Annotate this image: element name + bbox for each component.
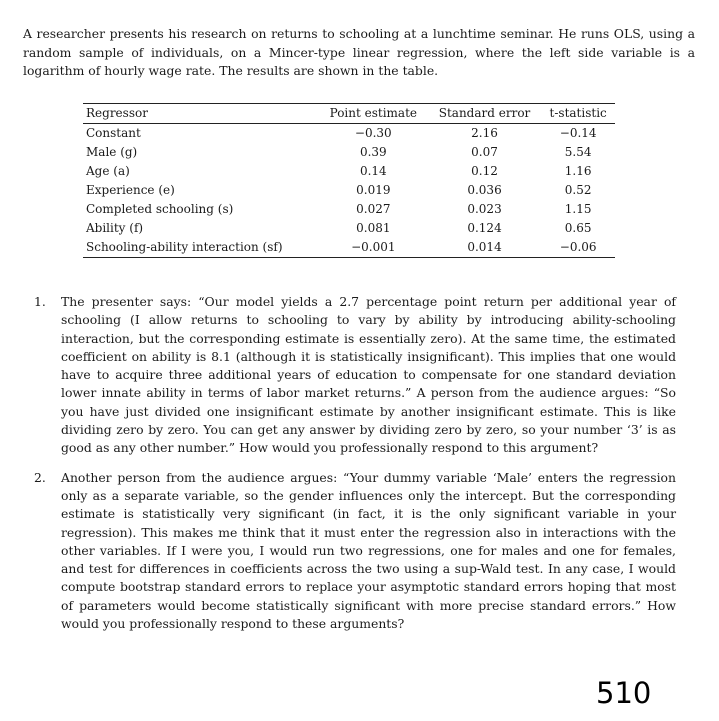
regressor-cell: Experience (e) [86, 183, 175, 197]
header-regressor: Regressor [86, 106, 148, 120]
regressor-cell: Constant [86, 126, 141, 140]
se-cell: 2.16 [471, 126, 498, 140]
regressor-cell: Ability (f) [86, 221, 144, 235]
table-row [83, 143, 615, 162]
estimate-cell: 0.019 [356, 183, 391, 197]
header-standard-error: Standard error [438, 106, 531, 120]
t-cell: 1.16 [564, 164, 592, 178]
t-cell: 0.65 [564, 221, 592, 235]
regression-table [83, 103, 615, 258]
table-row [83, 200, 615, 219]
question-item [34, 293, 676, 458]
header-t-statistic: t-statistic [549, 106, 607, 120]
regressor-cell: Male (g) [86, 145, 138, 159]
table-row [83, 238, 615, 258]
t-cell: 0.52 [564, 183, 592, 197]
table-row [83, 181, 615, 200]
header-point-estimate: Point estimate [329, 106, 418, 120]
question-number: 1. [34, 294, 46, 309]
estimate-cell: −0.001 [351, 240, 396, 254]
question-text: The presenter says: “Our model yields a 2.7 percentage point return per additional year of schooling (I allow returns to schooling to vary by ability by introducing ability-schooling interaction, but the corresponding estimate is essentially zero). At the same time, the estimated coefficient on ability is 8.1 (although it is statistically insignificant). This implies that one would have to acquire three additional years of education to compensate for one standard deviation lower innate ability in terms of labor market returns.” A person from the audience argues: “So you have just divided one insignificant estimate by another insignificant estimate. This is like dividing zero by zero. You can get any answer by dividing zero by zero, so your number ‘3’ is as good as any other number.” How would you professionally respond to this argument? [61, 294, 676, 456]
estimate-cell: −0.30 [354, 126, 392, 140]
se-cell: 0.12 [471, 164, 498, 178]
se-cell: 0.124 [467, 221, 502, 235]
table-row [83, 219, 615, 238]
t-cell: −0.06 [559, 240, 597, 254]
intro-paragraph: A researcher presents his research on returns to schooling at a lunchtime seminar. He runs OLS, using a random sample of individuals, on a Mincer-type linear regression, where the left side variable is a logarithm of hourly wage rate. The results are shown in the table. [23, 26, 695, 79]
se-cell: 0.07 [471, 145, 498, 159]
regressor-cell: Schooling-ability interaction (sf) [86, 240, 283, 254]
table-header-row [83, 104, 615, 124]
regressor-cell: Completed schooling (s) [86, 202, 234, 216]
se-cell: 0.036 [467, 183, 502, 197]
question-list [34, 293, 676, 644]
question-number: 2. [34, 469, 46, 485]
question-text: Another person from the audience argues: “Your dummy variable ‘Male’ enters the regression only as a separate variable, so the gender influences only the intercept. But the corresponding estimate is statistically very significant (in fact, it is the only significant variable in your regression). This makes me think that it must enter the regression also in interactions with the other variables. If I were you, I would run two regressions, one for males and one for females, and test for differences in coefficients across the two using a sup-Wald test. In any case, I would compute bootstrap standard errors to replace your asymptotic standard errors hoping that most of parameters would become statistically significant with more precise standard errors.” How would you professionally respond to these arguments? [61, 469, 676, 632]
se-cell: 0.014 [467, 240, 502, 254]
page-number: 510 [596, 676, 652, 710]
estimate-cell: 0.081 [356, 221, 391, 235]
estimate-cell: 0.14 [359, 164, 387, 178]
regressor-cell: Age (a) [86, 164, 130, 178]
t-cell: 5.54 [564, 145, 592, 159]
t-cell: 1.15 [564, 202, 592, 216]
estimate-cell: 0.027 [356, 202, 391, 216]
se-cell: 0.023 [467, 202, 502, 216]
estimate-cell: 0.39 [359, 145, 387, 159]
question-item [34, 469, 676, 634]
t-cell: −0.14 [559, 126, 597, 140]
table-row [83, 162, 615, 181]
table-row [83, 124, 615, 144]
